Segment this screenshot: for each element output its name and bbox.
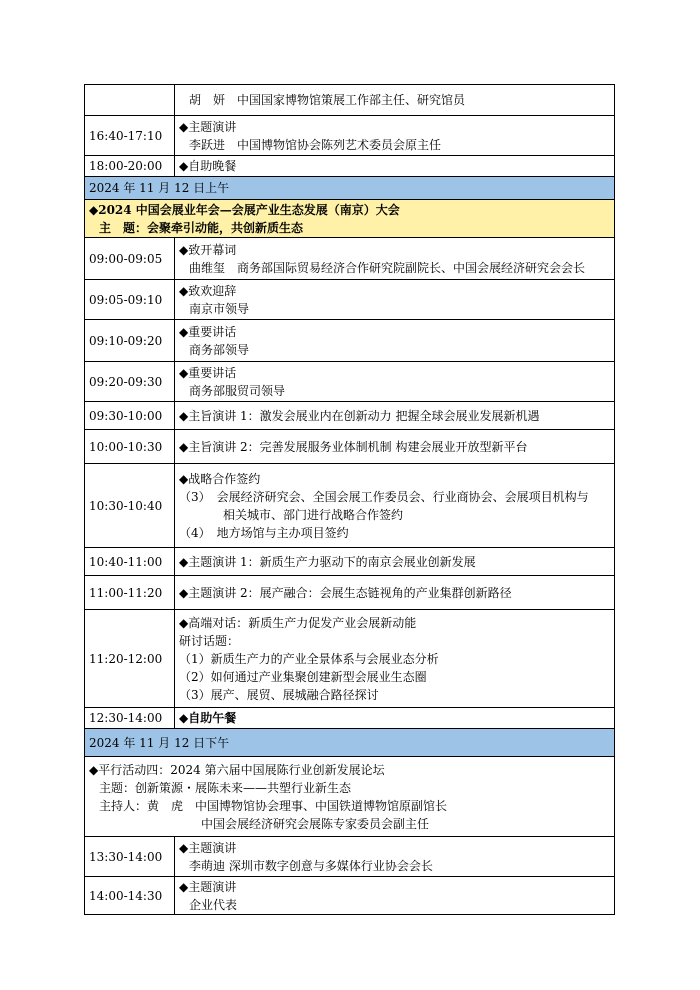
speaker-line: 李跃进 中国博物馆协会陈列艺术委员会原主任 [189, 137, 442, 152]
speaker-line: 商务部领导 [189, 342, 250, 357]
agenda-item: （4） 地方场馆与主办项目签约 [179, 525, 349, 540]
table-row [85, 548, 615, 576]
time-slot: 10:40-11:00 [85, 548, 175, 576]
schedule-table [84, 84, 615, 915]
speaker-line: 南京市领导 [189, 301, 250, 316]
session-title: ◆主旨演讲 2：完善发展服务业体制机制 构建会展业开放型新平台 [179, 439, 528, 454]
date-header: 2024 年 11 月 12 日上午 [85, 177, 615, 200]
time-slot: 11:00-11:20 [85, 576, 175, 610]
table-row [85, 402, 615, 430]
session-title: ◆重要讲话 [179, 365, 237, 380]
table-row [85, 116, 615, 156]
topic-item: （3）展产、展贸、展城融合路径探讨 [179, 687, 379, 702]
time-slot: 12:30-14:00 [85, 708, 175, 729]
speaker-line: 胡 妍 中国国家博物馆策展工作部主任、研究馆员 [189, 93, 466, 107]
time-slot: 11:20-12:00 [85, 610, 175, 708]
table-row [85, 85, 615, 116]
date-header-row [85, 177, 615, 200]
session-title: ◆自助晚餐 [179, 159, 237, 173]
session-title: ◆主题演讲 [179, 119, 237, 134]
time-slot: 09:30-10:00 [85, 402, 175, 430]
speaker-line: 企业代表 [189, 897, 238, 912]
table-row [85, 156, 615, 177]
forum-host: 主持人：黄 虎 中国博物馆协会理事、中国铁道博物馆原副馆长 [99, 798, 448, 813]
conference-theme: 主 题：会聚牵引动能，共创新质生态 [99, 220, 304, 235]
topic-item: （1）新质生产力的产业全景体系与会展业态分析 [179, 651, 439, 666]
forum-theme: 主题：创新策源・展陈未来——共塑行业新生态 [99, 780, 352, 795]
speaker-line: 曲维玺 商务部国际贸易经济合作研究院副院长、中国会展经济研究会会长 [189, 260, 586, 275]
table-row [85, 877, 615, 915]
time-slot: 09:10-09:20 [85, 320, 175, 362]
session-title: ◆高端对话：新质生产力促发产业会展新动能 [179, 615, 417, 630]
session-title: ◆主题演讲 [179, 879, 237, 894]
table-row [85, 320, 615, 362]
table-row [85, 464, 615, 548]
time-slot: 14:00-14:30 [85, 877, 175, 915]
forum-title: ◆平行活动四：2024 第六届中国展陈行业创新发展论坛 [89, 762, 385, 777]
forum-host-cont: 中国会展经济研究会展陈专家委员会副主任 [201, 816, 430, 831]
session-title: ◆战略合作签约 [179, 471, 261, 486]
session-title: ◆致欢迎辞 [179, 283, 237, 298]
time-slot: 13:30-14:00 [85, 837, 175, 877]
session-title: ◆主旨演讲 1：激发会展业内在创新动力 把握全球会展业发展新机遇 [179, 408, 540, 423]
conference-title: ◆2024 中国会展业年会—会展产业生态发展（南京）大会 [89, 202, 400, 217]
date-header: 2024 年 11 月 12 日下午 [85, 729, 615, 757]
date-header-row [85, 729, 615, 757]
time-slot: 09:20-09:30 [85, 362, 175, 402]
conference-header-row [85, 200, 615, 238]
table-row [85, 837, 615, 877]
time-slot: 10:30-10:40 [85, 464, 175, 548]
speaker-line: 李萌迪 深圳市数字创意与多媒体行业协会会长 [189, 858, 433, 873]
table-row [85, 238, 615, 280]
session-title: ◆致开幕词 [179, 242, 237, 257]
session-title: ◆主题演讲 2：展产融合：会展生态链视角的产业集群创新路径 [179, 585, 512, 600]
table-row [85, 757, 615, 837]
table-row [85, 708, 615, 729]
session-title: ◆自助午餐 [179, 711, 237, 725]
time-slot: 18:00-20:00 [85, 156, 175, 177]
table-row [85, 362, 615, 402]
time-slot: 10:00-10:30 [85, 430, 175, 464]
topic-label: 研讨话题： [179, 633, 240, 648]
time-slot: 09:05-09:10 [85, 280, 175, 320]
agenda-item: （3） 会展经济研究会、全国会展工作委员会、行业商协会、会展项目机构与 [179, 489, 589, 504]
table-row [85, 280, 615, 320]
speaker-line: 商务部服贸司领导 [189, 383, 286, 398]
time-slot: 16:40-17:10 [85, 116, 175, 156]
agenda-item-cont: 相关城市、部门进行战略合作签约 [223, 507, 404, 522]
table-row [85, 610, 615, 708]
time-slot: 09:00-09:05 [85, 238, 175, 280]
session-title: ◆重要讲话 [179, 324, 237, 339]
session-title: ◆主题演讲 1：新质生产力驱动下的南京会展业创新发展 [179, 554, 476, 569]
table-row [85, 430, 615, 464]
session-title: ◆主题演讲 [179, 840, 237, 855]
topic-item: （2）如何通过产业集聚创建新型会展业生态圈 [179, 669, 427, 684]
table-row [85, 576, 615, 610]
